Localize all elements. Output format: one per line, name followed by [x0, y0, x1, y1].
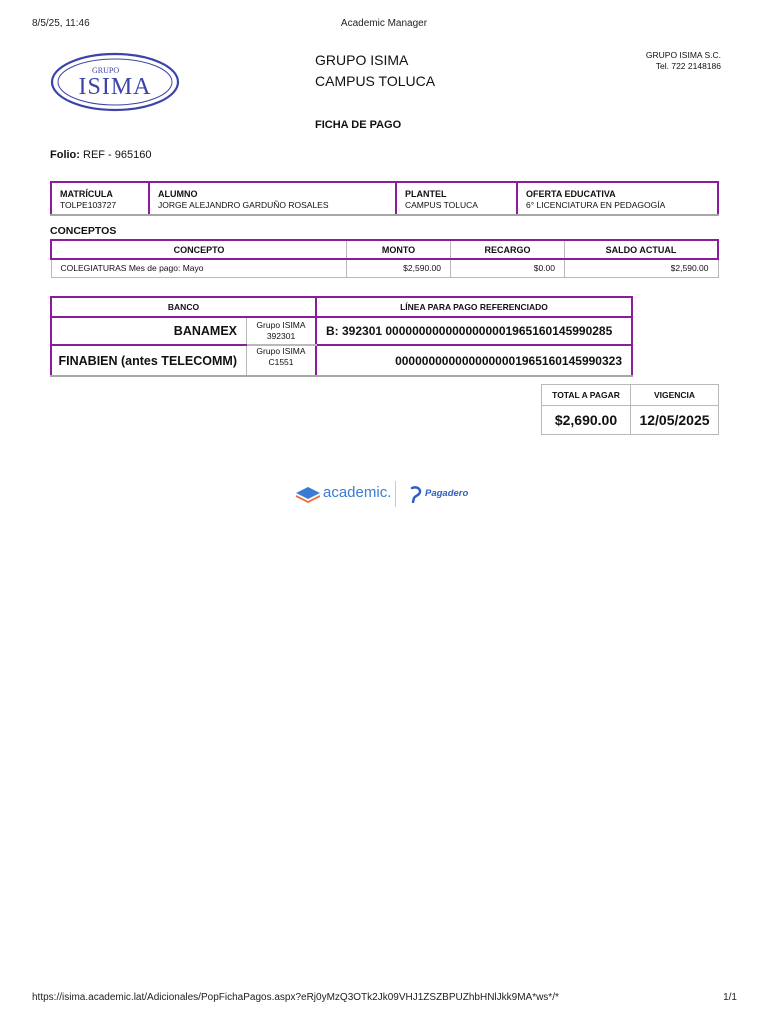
bank-sub1-finabien: Grupo ISIMA	[256, 346, 306, 356]
logo-main-text: ISIMA	[78, 74, 152, 100]
header-monto: MONTO	[347, 240, 451, 259]
header-matricula: MATRÍCULA	[51, 182, 149, 201]
concepto-value: COLEGIATURAS Mes de pago: Mayo	[51, 259, 347, 277]
header-alumno: ALUMNO	[149, 182, 396, 201]
header-recargo: RECARGO	[451, 240, 565, 259]
header-line1: GRUPO ISIMA	[315, 52, 409, 68]
print-url: https://isima.academic.lat/Adicionales/PopFichaPagos.aspx?eRj0yMzQ3OTk2Jk09VHJ1ZSZBPUZhbHNlJkk9MA*ws*/*	[32, 992, 559, 1003]
footer-divider	[395, 481, 396, 507]
bank-sub1-banamex: Grupo ISIMA	[256, 320, 306, 330]
total-label: TOTAL A PAGAR	[542, 385, 631, 406]
total-value: $2,690.00	[542, 406, 631, 435]
print-page-title: Academic Manager	[340, 18, 428, 29]
company-phone: Tel. 722 2148186	[655, 61, 721, 71]
company-name: GRUPO ISIMA S.C.	[645, 50, 721, 60]
company-block	[646, 50, 721, 72]
header-line2: CAMPUS TOLUCA	[315, 73, 436, 89]
bank-table	[50, 296, 633, 377]
plantel-value: CAMPUS TOLUCA	[396, 201, 517, 215]
print-datetime: 8/5/25, 11:46	[32, 18, 90, 29]
alumno-value: JORGE ALEJANDRO GARDUÑO ROSALES	[149, 201, 396, 215]
recargo-value: $0.00	[451, 259, 565, 277]
pagadero-logo-text: Pagadero	[425, 488, 469, 499]
saldo-value: $2,590.00	[565, 259, 719, 277]
academic-logo-text: academic.	[323, 484, 392, 501]
conceptos-title: CONCEPTOS	[50, 225, 117, 237]
header-oferta: OFERTA EDUCATIVA	[517, 182, 718, 201]
print-page-count: 1/1	[723, 992, 737, 1003]
bank-name-banamex: BANAMEX	[51, 317, 247, 345]
bank-sub-finabien	[247, 345, 317, 376]
folio-label: Folio:	[50, 149, 80, 161]
logo-top-text: GRUPO	[92, 66, 120, 75]
header-concepto: CONCEPTO	[51, 240, 347, 259]
matricula-value: TOLPE103727	[51, 201, 149, 215]
doc-title: FICHA DE PAGO	[315, 119, 402, 131]
monto-value: $2,590.00	[347, 259, 451, 277]
reference-banamex: B: 392301 0000000000000000001965160145990285	[316, 317, 632, 345]
header-saldo: SALDO ACTUAL	[565, 240, 719, 259]
bank-name-finabien: FINABIEN (antes TELECOMM)	[51, 345, 247, 376]
vigencia-label: VIGENCIA	[631, 385, 719, 406]
oferta-value: 6° LICENCIATURA EN PEDAGOGÍA	[517, 201, 718, 215]
header-plantel: PLANTEL	[396, 182, 517, 201]
academic-logo-icon	[295, 485, 321, 503]
header-banco: BANCO	[51, 297, 316, 317]
bank-sub2-banamex: 392301	[266, 331, 296, 341]
header-linea: LÍNEA PARA PAGO REFERENCIADO	[316, 297, 632, 317]
bank-sub-banamex	[247, 317, 317, 345]
isima-logo	[50, 50, 182, 112]
vigencia-value: 12/05/2025	[631, 406, 719, 435]
folio-value: REF - 965160	[83, 149, 152, 161]
totals-table	[541, 384, 719, 435]
student-info-table	[50, 181, 719, 216]
conceptos-table	[50, 239, 719, 278]
footer-logos	[295, 481, 475, 507]
folio	[50, 149, 151, 161]
bank-sub2-finabien: C1551	[268, 357, 294, 367]
reference-finabien: 0000000000000000001965160145990323	[316, 345, 632, 376]
pagadero-logo-icon	[409, 486, 423, 503]
